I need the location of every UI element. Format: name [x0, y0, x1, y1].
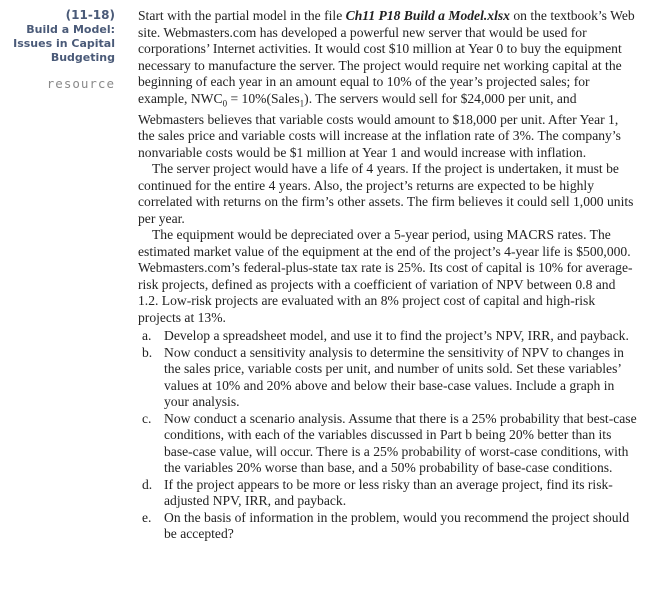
item-text: If the project appears to be more or less risky than an average project, find its risk-adjusted NPV, IRR, and payback. [164, 476, 613, 509]
item-letter: a. [142, 328, 152, 344]
problem-title-line-1: Build a Model: [26, 23, 115, 36]
intro-text-continued: on the textbook’s Web site. Webmasters.com has developed a powerful new server that would be used for corporations’ Internet activities. It would cost $10 million at Year 0 to buy the equipment necessary to manufacture the server. The project would require net working capital at the beginning of each year in an amount equal to 10% of the year’s projected sales; for example, NWC [138, 8, 635, 106]
question-item [142, 510, 638, 543]
problem-title-line-2: Issues in Capital [13, 37, 115, 50]
resource-label: resource [46, 76, 115, 91]
item-text: Develop a spreadsheet model, and use it to find the project’s NPV, IRR, and payback. [164, 328, 629, 344]
item-letter: b. [142, 344, 153, 360]
paragraph-intro [138, 8, 638, 161]
question-item [142, 411, 638, 477]
problem-sidebar [12, 8, 115, 65]
item-text: Now conduct a scenario analysis. Assume that there is a 25% probability that best-case conditions, with each of the variables discussed in Part b being 20% better than its base-case value, will occur. There is a 25% probability of worst-case conditions, with the variables 20% worse than base, and a 50% probability of base-case conditions. [164, 410, 637, 476]
paragraph-project-life: The server project would have a life of 4 years. If the project is undertaken, it must be continued for the entire 4 years. Also, the project’s returns are expected to be highly correlated with returns on the firm’s other assets. The firm believes it could sell 1,000 units per year. [138, 161, 634, 226]
file-name: Ch11 P18 Build a Model.xlsx [345, 8, 510, 23]
question-item [142, 477, 638, 510]
item-letter: c. [142, 410, 152, 426]
subscript-1: 1 [299, 98, 305, 109]
intro-text-mid: = 10%(Sales [227, 90, 300, 106]
intro-text-rest: ). The servers would sell for $24,000 per unit, and Webmasters believes that variable costs would amount to $18,000 per unit. After Year 1, the sales price and variable costs will increase at the inflation rate of 3%. The company’s nonvariable costs would be $1 million at Year 1 and would increase with inflation. [138, 90, 621, 160]
problem-number: (11-18) [65, 8, 115, 22]
item-letter: e. [142, 509, 152, 525]
item-text: Now conduct a sensitivity analysis to determine the sensitivity of NPV to changes in the sales price, variable costs per unit, and number of units sold. Set these variables’ values at 10% and 20% above and below their base-case values. Include a graph in your analysis. [164, 344, 624, 410]
question-item [142, 345, 638, 411]
question-item [142, 328, 638, 345]
intro-text: Start with the partial model in the file [138, 8, 346, 23]
problem-body [138, 8, 638, 543]
subscript-0: 0 [222, 98, 228, 109]
paragraph-depreciation: The equipment would be depreciated over a 5-year period, using MACRS rates. The estimated market value of the equipment at the end of the project’s 4-year life is $500,000. Webmasters.com’s federal-plus-state tax rate is 25%. Its cost of capital is 10% for average-risk projects, defined as projects with a coefficient of variation of NPV between 0.8 and 1.2. Low-risk projects are evaluated with an 8% project cost of capital and high-risk projects at 13%. [138, 227, 633, 325]
question-list [138, 328, 638, 543]
item-text: On the basis of information in the problem, would you recommend the project should be accepted? [164, 509, 630, 542]
item-letter: d. [142, 476, 153, 492]
problem-title-line-3: Budgeting [50, 51, 115, 64]
